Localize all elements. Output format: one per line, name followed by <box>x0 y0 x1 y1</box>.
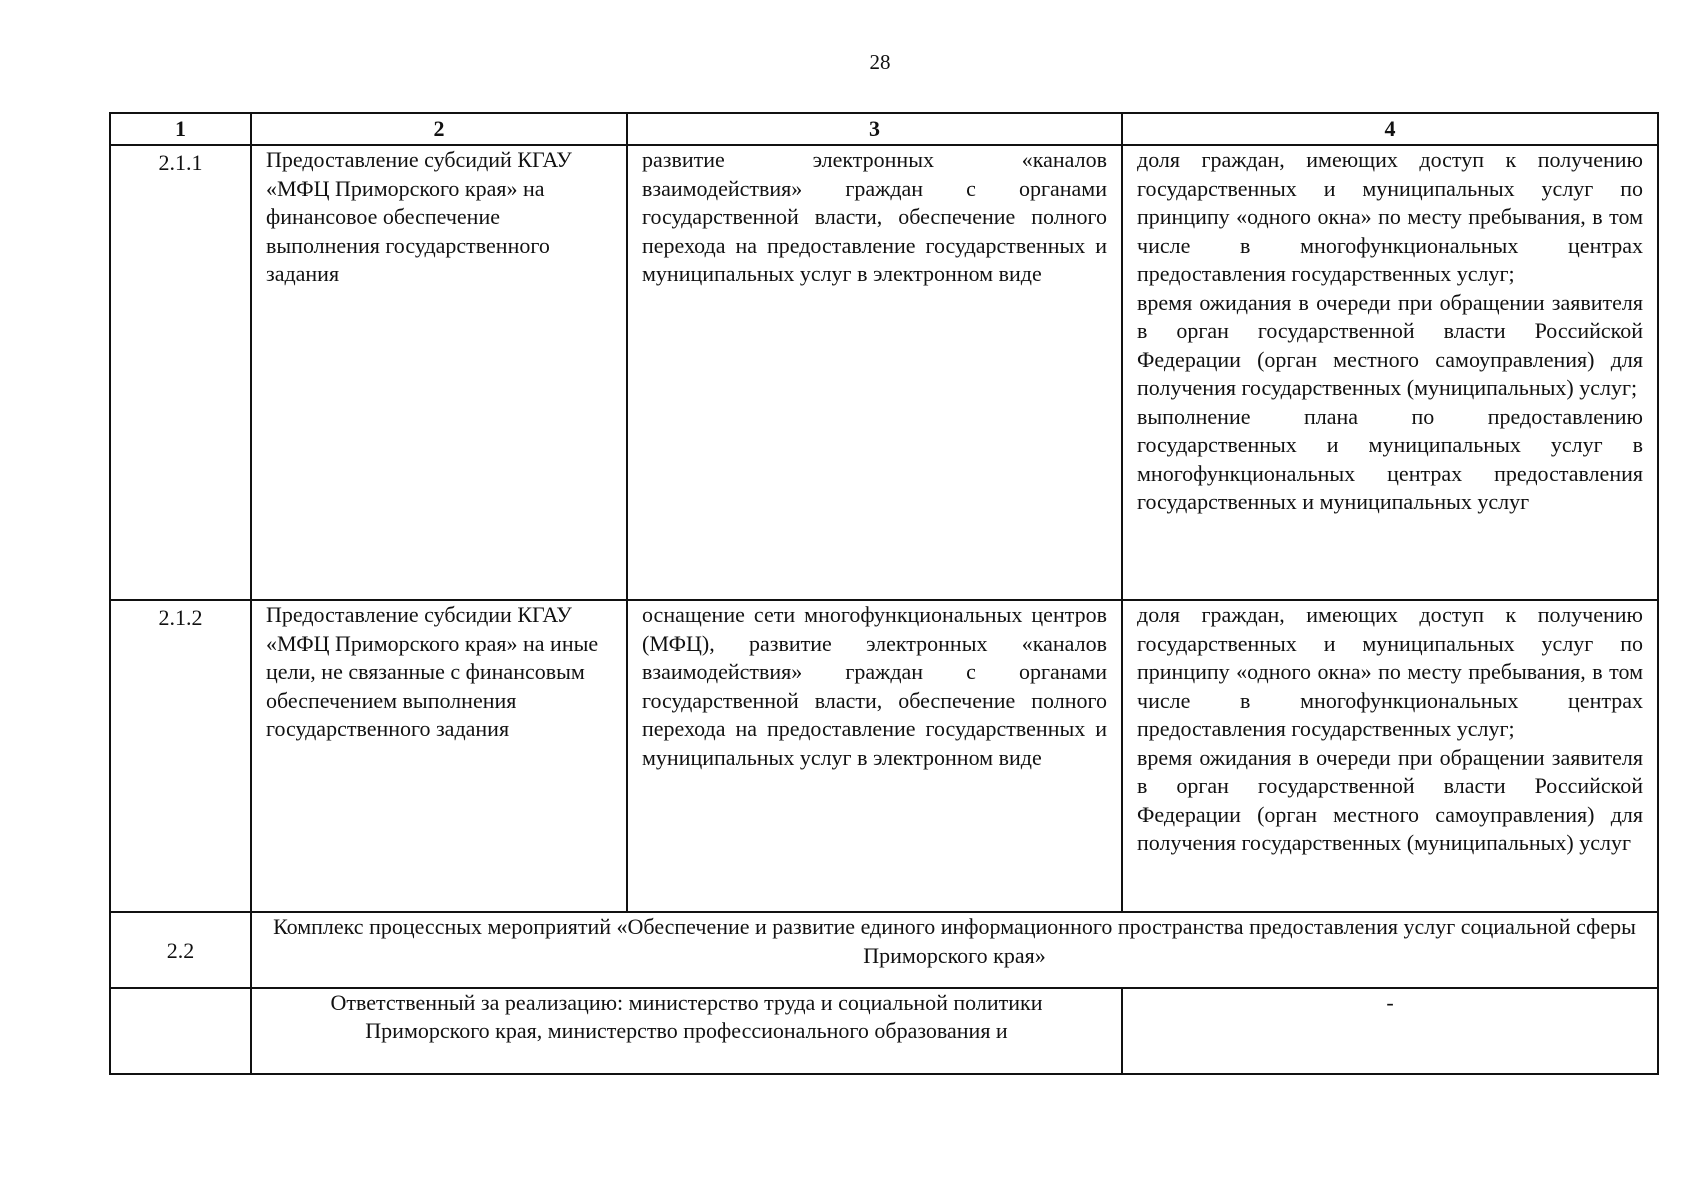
indicator-text: время ожидания в очереди при обращении заявителя в орган государственной власти Российской Федерации (орган местного самоуправления) для получения государственных (муниципальных) услуг <box>1137 744 1643 855</box>
measure-name: Предоставление субсидии КГАУ «МФЦ Приморского края» на иные цели, не связанные с финансовым обеспечением выполнения государственного задания <box>251 600 627 912</box>
header-col-2: 2 <box>251 113 627 145</box>
measure-indicators <box>1122 145 1658 600</box>
measures-table <box>109 112 1659 1075</box>
indicator-text: выполнение плана по предоставлению государственных и муниципальных услуг в многофункциональных центрах предоставления государственных и муниципальных услуг <box>1137 403 1643 514</box>
row-number: 2.1.2 <box>110 600 251 912</box>
header-col-3: 3 <box>627 113 1122 145</box>
measure-name: Предоставление субсидий КГАУ «МФЦ Приморского края» на финансовое обеспечение выполнения государственного задания <box>251 145 627 600</box>
indicator-text: время ожидания в очереди при обращении заявителя в орган государственной власти Российской Федерации (орган местного самоуправления) для получения государственных (муниципальных) услуг; <box>1137 289 1643 400</box>
responsible-row <box>110 988 1658 1074</box>
measure-goal: оснащение сети многофункциональных центров (МФЦ), развитие электронных «каналов взаимодействия» граждан с органами государственной власти, обеспечение полного перехода на предоставление государственных и муниципальных услуг в электронном виде <box>627 600 1122 912</box>
measure-goal: развитие электронных «каналов взаимодействия» граждан с органами государственной власти, обеспечение полного перехода на предоставление государственных и муниципальных услуг в электронном виде <box>627 145 1122 600</box>
responsible-label: Ответственный за реализацию: министерство труда и социальной политики Приморского края, министерство профессионального образования и <box>251 988 1122 1074</box>
indicator-text: доля граждан, имеющих доступ к получению государственных и муниципальных услуг по принципу «одного окна» по месту пребывания, в том числе в многофункциональных центрах предоставления государственных услуг; <box>1137 147 1643 286</box>
table-row <box>110 145 1658 600</box>
responsible-value: - <box>1122 988 1658 1074</box>
section-number: 2.2 <box>110 912 251 988</box>
table-header-row <box>110 113 1658 145</box>
measure-indicators <box>1122 600 1658 912</box>
section-title: Комплекс процессных мероприятий «Обеспечение и развитие единого информационного пространства предоставления услуг социальной сферы Приморского края» <box>251 912 1658 988</box>
empty-cell <box>110 988 251 1074</box>
indicator-text: доля граждан, имеющих доступ к получению государственных и муниципальных услуг по принципу «одного окна» по месту пребывания, в том числе в многофункциональных центрах предоставления государственных услуг; <box>1137 602 1643 741</box>
table-row <box>110 600 1658 912</box>
header-col-1: 1 <box>110 113 251 145</box>
header-col-4: 4 <box>1122 113 1658 145</box>
row-number: 2.1.1 <box>110 145 251 600</box>
section-row <box>110 912 1658 988</box>
page-number: 28 <box>869 50 891 74</box>
